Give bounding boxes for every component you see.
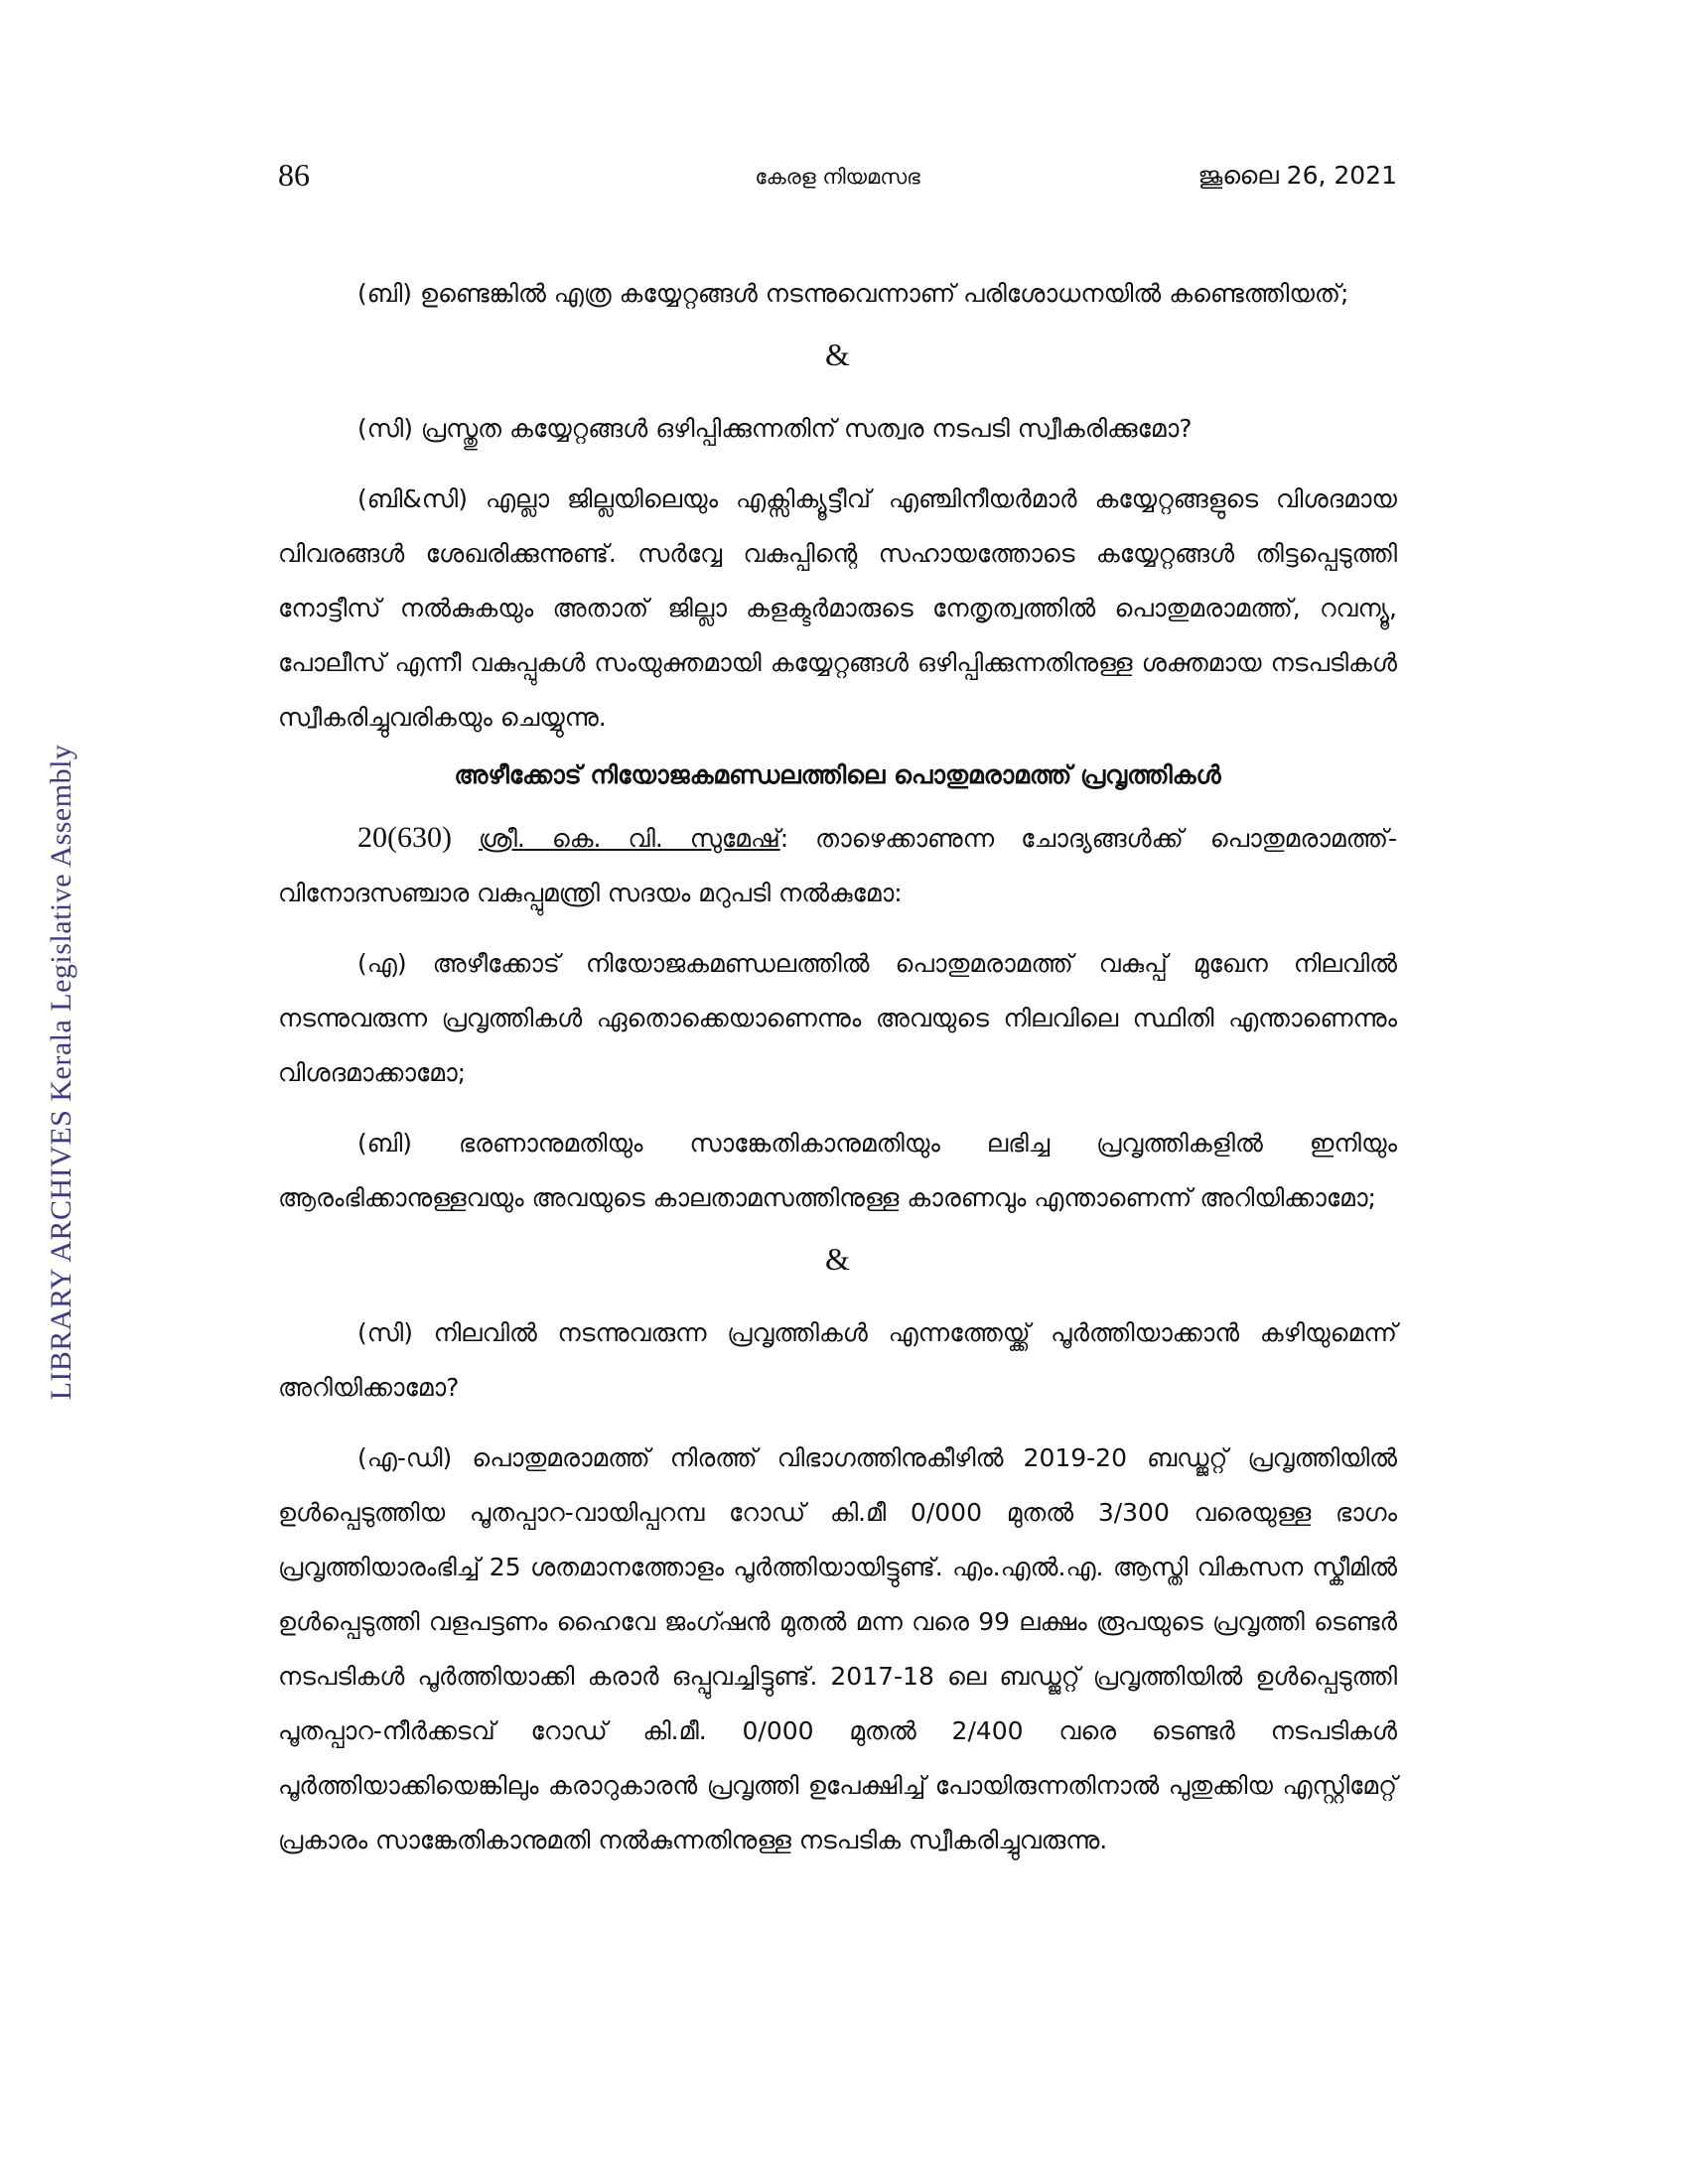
page-number: 86 bbox=[278, 157, 310, 193]
header-title: കേരള നിയമസഭ bbox=[755, 165, 920, 189]
question-c-paragraph: (സി) പ്രസ്തുത കയ്യേറ്റങ്ങൾ ഒഴിപ്പിക്കുന്നതിന് സത്വര നടപടി സ്വീകരിക്കുമോ? bbox=[357, 414, 1193, 443]
question-b2-paragraph: (ബി) ഭരണാനുമതിയും സാങ്കേതികാനുമതിയും ലഭിച്ച പ്രവൃത്തികളിൽ ഇനിയും ആരംഭിക്കാനുള്ളവയും അവയുടെ കാലതാമസത്തിനുള്ള കാരണവും എന്താണെന്ന് അറിയിക്കാമോ; bbox=[278, 1129, 1397, 1212]
header-date: ജൂലൈ 26, 2021 bbox=[1197, 161, 1397, 190]
question-number: 20(630) bbox=[357, 821, 452, 854]
question-20-intro bbox=[278, 810, 1397, 920]
question-a-paragraph: (എ) അഴീക്കോട് നിയോജകമണ്ഡലത്തിൽ പൊതുമരാമത്ത് വകുപ്പ് മുഖേന നിലവിൽ നടന്നുവരുന്ന പ്രവൃത്തികൾ ഏതൊക്കെയാണെന്നും അവയുടെ നിലവിലെ സ്ഥിതി എന്താണെന്നും വിശദമാക്കാമോ; bbox=[278, 949, 1397, 1087]
answer-bc-paragraph: (ബി&സി) എല്ലാ ജില്ലയിലെയും എക്സിക്യൂട്ടീവ് എഞ്ചിനീയർമാർ കയ്യേറ്റങ്ങളുടെ വിശദമായ വിവരങ്ങൾ ശേഖരിക്കുന്നുണ്ട്. സർവ്വേ വകുപ്പിന്റെ സഹായത്തോടെ കയ്യേറ്റങ്ങൾ തിട്ടപ്പെടുത്തി നോട്ടീസ് നൽകുകയും അതാത് ജില്ലാ കളക്ടർമാരുടെ നേതൃത്വത്തിൽ പൊതുമരാമത്ത്, റവന്യൂ, പോലീസ് എന്നീ വകുപ്പുകൾ സംയുക്തമായി കയ്യേറ്റങ്ങൾ ഒഴിപ്പിക്കുന്നതിനുള്ള ശക്തമായ നടപടികൾ സ്വീകരിച്ചുവരികയും ചെയ്യുന്നു. bbox=[278, 484, 1397, 732]
question-intro-text: : താഴെക്കാണുന്ന ചോദ്യങ്ങൾക്ക് പൊതുമരാമത്ത്-വിനോദസഞ്ചാര വകുപ്പുമന്ത്രി സദയം മറുപടി നൽകുമോ: bbox=[278, 824, 1398, 907]
question-c2-paragraph: (സി) നിലവിൽ നടന്നുവരുന്ന പ്രവൃത്തികൾ എന്നത്തേയ്ക്ക് പൂർത്തിയാക്കാൻ കഴിയുമെന്ന് അറിയിക്കാമോ? bbox=[278, 1318, 1397, 1402]
page-header bbox=[278, 157, 1397, 206]
question-b-paragraph: (ബി) ഉണ്ടെങ്കിൽ എത്ര കയ്യേറ്റങ്ങൾ നടന്നുവെന്നാണ് പരിശോധനയിൽ കണ്ടെത്തിയത്; bbox=[357, 279, 1349, 308]
member-name: ശ്രീ. കെ. വി. സുമേഷ് bbox=[479, 824, 780, 853]
ampersand-separator-2: & bbox=[825, 1241, 850, 1277]
answer-ad-paragraph: (എ-ഡി) പൊതുമരാമത്ത് നിരത്ത് വിഭാഗത്തിനുകീഴിൽ 2019-20 ബഡ്ജറ്റ് പ്രവൃത്തിയിൽ ഉൾപ്പെടുത്തിയ പൂതപ്പാറ-വായിപ്പറമ്പ റോഡ് കി.മീ 0/000 മുതൽ 3/300 വരെയുള്ള ഭാഗം പ്രവൃത്തിയാരംഭിച്ച് 25 ശതമാനത്തോളം പൂർത്തിയായിട്ടുണ്ട്. എം.എൽ.എ. ആസ്തി വികസന സ്കീമിൽ ഉൾപ്പെടുത്തി വളപട്ടണം ഹൈവേ ജംഗ്ഷൻ മുതൽ മന്ന വരെ 99 ലക്ഷം രൂപയുടെ പ്രവൃത്തി ടെണ്ടർ നടപടികൾ പൂർത്തിയാക്കി കരാർ ഒപ്പുവച്ചിട്ടുണ്ട്. 2017-18 ലെ ബഡ്ജറ്റ് പ്രവൃത്തിയിൽ ഉൾപ്പെടുത്തി പൂതപ്പാറ-നീർക്കടവ് റോഡ് കി.മീ. 0/000 മുതൽ 2/400 വരെ ടെണ്ടർ നടപടികൾ പൂർത്തിയാക്കിയെങ്കിലും കരാറുകാരൻ പ്രവൃത്തി ഉപേക്ഷിച്ച് പോയിരുന്നതിനാൽ പുതുക്കിയ എസ്റ്റിമേറ്റ് പ്രകാരം സാങ്കേതികാനുമതി നൽകുന്നതിനുള്ള നടപടിക സ്വീകരിച്ചുവരുന്നു. bbox=[278, 1443, 1397, 1854]
section-heading: അഴീക്കോട് നിയോജകമണ്ഡലത്തിലെ പൊതുമരാമത്ത് പ്രവൃത്തികൾ bbox=[454, 760, 1221, 789]
document-body bbox=[278, 266, 1397, 1883]
ampersand-separator: & bbox=[825, 337, 850, 372]
archive-watermark: LIBRARY ARCHIVES Kerala Legislative Assembly bbox=[45, 744, 77, 1401]
